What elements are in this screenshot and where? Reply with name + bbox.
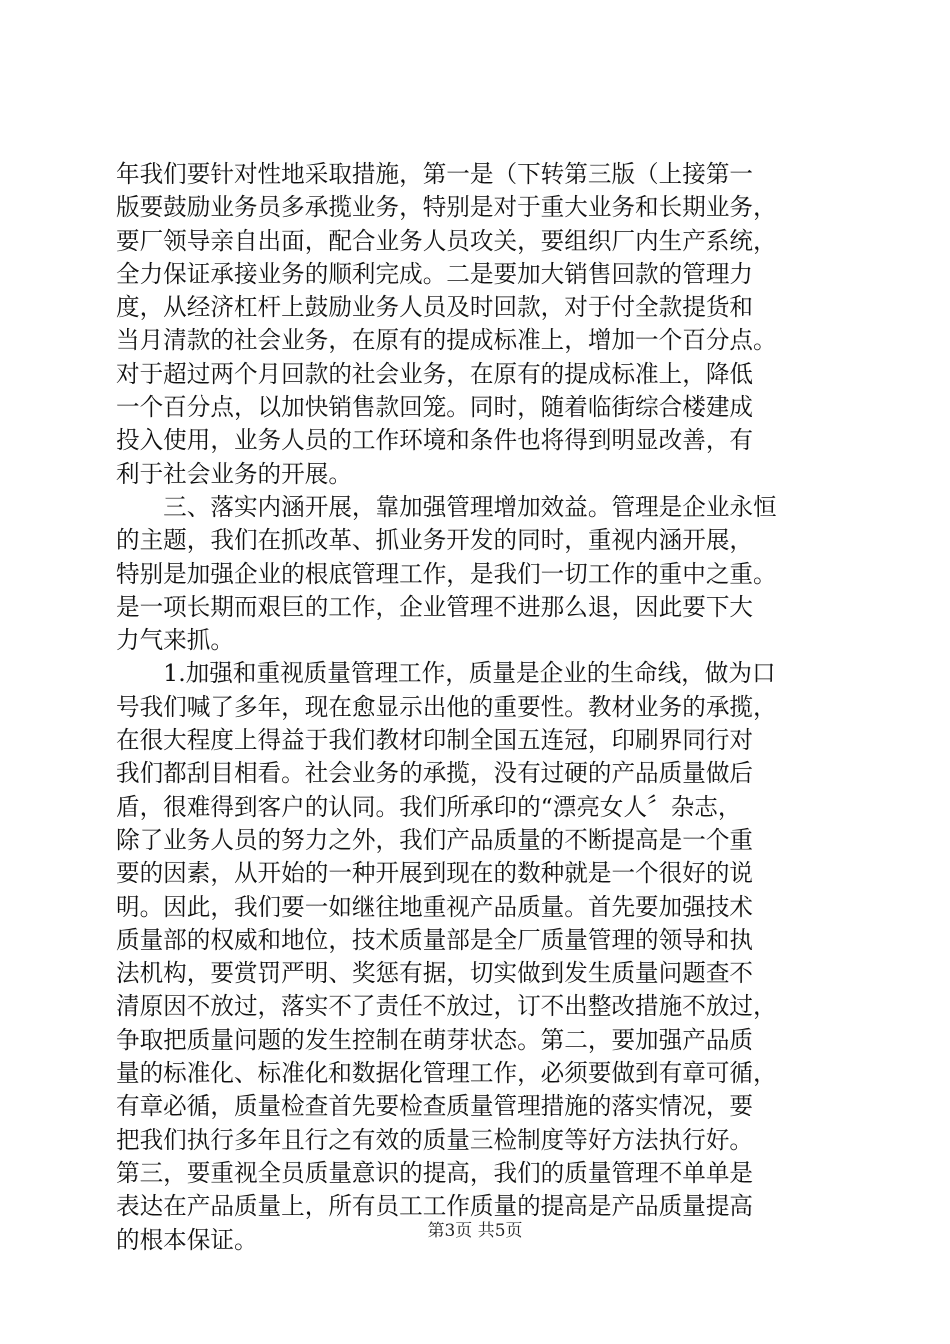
text-line: 三、落实内涵开展，靠加强管理增加效益。管理是企业永恒: [116, 492, 777, 521]
text-line: 争取把质量问题的发生控制在萌芽状态。第二，要加强产品质: [116, 1025, 754, 1054]
text-line: 盾，很难得到客户的认同。我们所承印的“漂亮女人〞杂志，: [116, 792, 742, 821]
text-line: 对于超过两个月回款的社会业务，在原有的提成标准上，降低: [116, 359, 754, 388]
text-line: 1.加强和重视质量管理工作，质量是企业的生命线，做为口: [116, 659, 776, 688]
text-line: 度，从经济杠杆上鼓励业务人员及时回款，对于付全款提货和: [116, 293, 754, 322]
text-line: 表达在产品质量上，所有员工工作质量的提高是产品质量提高: [116, 1192, 754, 1221]
text-line: 全力保证承接业务的顺利完成。二是要加大销售回款的管理力: [116, 259, 754, 288]
text-line: 质量部的权威和地位，技术质量部是全厂质量管理的领导和执: [116, 925, 754, 954]
page-footer: 第3页 共5页: [427, 1221, 523, 1241]
text-line: 清原因不放过，落实不了责任不放过，订不出整改措施不放过，: [116, 992, 777, 1021]
text-line: 当月清款的社会业务，在原有的提成标准上，增加一个百分点。: [116, 326, 777, 355]
text-line: 的根本保证。: [116, 1225, 258, 1254]
text-line: 特别是加强企业的根底管理工作，是我们一切工作的重中之重。: [116, 559, 777, 588]
text-line: 除了业务人员的努力之外，我们产品质量的不断提高是一个重: [116, 825, 754, 854]
text-line: 投入使用，业务人员的工作环境和条件也将得到明显改善，有: [116, 426, 754, 455]
text-line: 第三，要重视全员质量意识的提高，我们的质量管理不单单是: [116, 1158, 754, 1187]
text-line: 在很大程度上得益于我们教材印制全国五连冠，印刷界同行对: [116, 726, 754, 755]
text-line: 一个百分点，以加快销售款回笼。同时，随着临街综合楼建成: [116, 393, 754, 422]
text-line: 年我们要针对性地采取措施，第一是（下转第三版（上接第一: [116, 160, 754, 188]
text-line: 把我们执行多年且行之有效的质量三检制度等好方法执行好。: [116, 1125, 754, 1154]
text-line: 版要鼓励业务员多承揽业务，特别是对于重大业务和长期业务，: [116, 193, 777, 222]
text-line: 我们都刮目相看。社会业务的承揽，没有过硬的产品质量做后: [116, 759, 754, 788]
text-line: 量的标准化、标准化和数据化管理工作，必须要做到有章可循，: [116, 1059, 777, 1088]
text-line: 力气来抓。: [116, 626, 234, 655]
text-line: 要厂领导亲自出面，配合业务人员攻关，要组织厂内生产系统，: [116, 226, 777, 255]
text-line: 要的因素，从开始的一种开展到现在的数种就是一个很好的说: [116, 859, 754, 888]
text-line: 有章必循，质量检查首先要检查质量管理措施的落实情况，要: [116, 1092, 754, 1121]
text-line: 利于社会业务的开展。: [116, 459, 352, 488]
text-line: 法机构，要赏罚严明、奖惩有据，切实做到发生质量问题查不: [116, 959, 754, 988]
text-line: 的主题，我们在抓改革、抓业务开发的同时，重视内涵开展，: [116, 526, 754, 555]
text-line: 是一项长期而艰巨的工作，企业管理不进那么退，因此要下大: [116, 592, 754, 621]
text-line: 号我们喊了多年，现在愈显示出他的重要性。教材业务的承揽，: [116, 692, 777, 721]
text-line: 明。因此，我们要一如继往地重视产品质量。首先要加强技术: [116, 892, 754, 921]
body-text: [116, 158, 841, 1257]
